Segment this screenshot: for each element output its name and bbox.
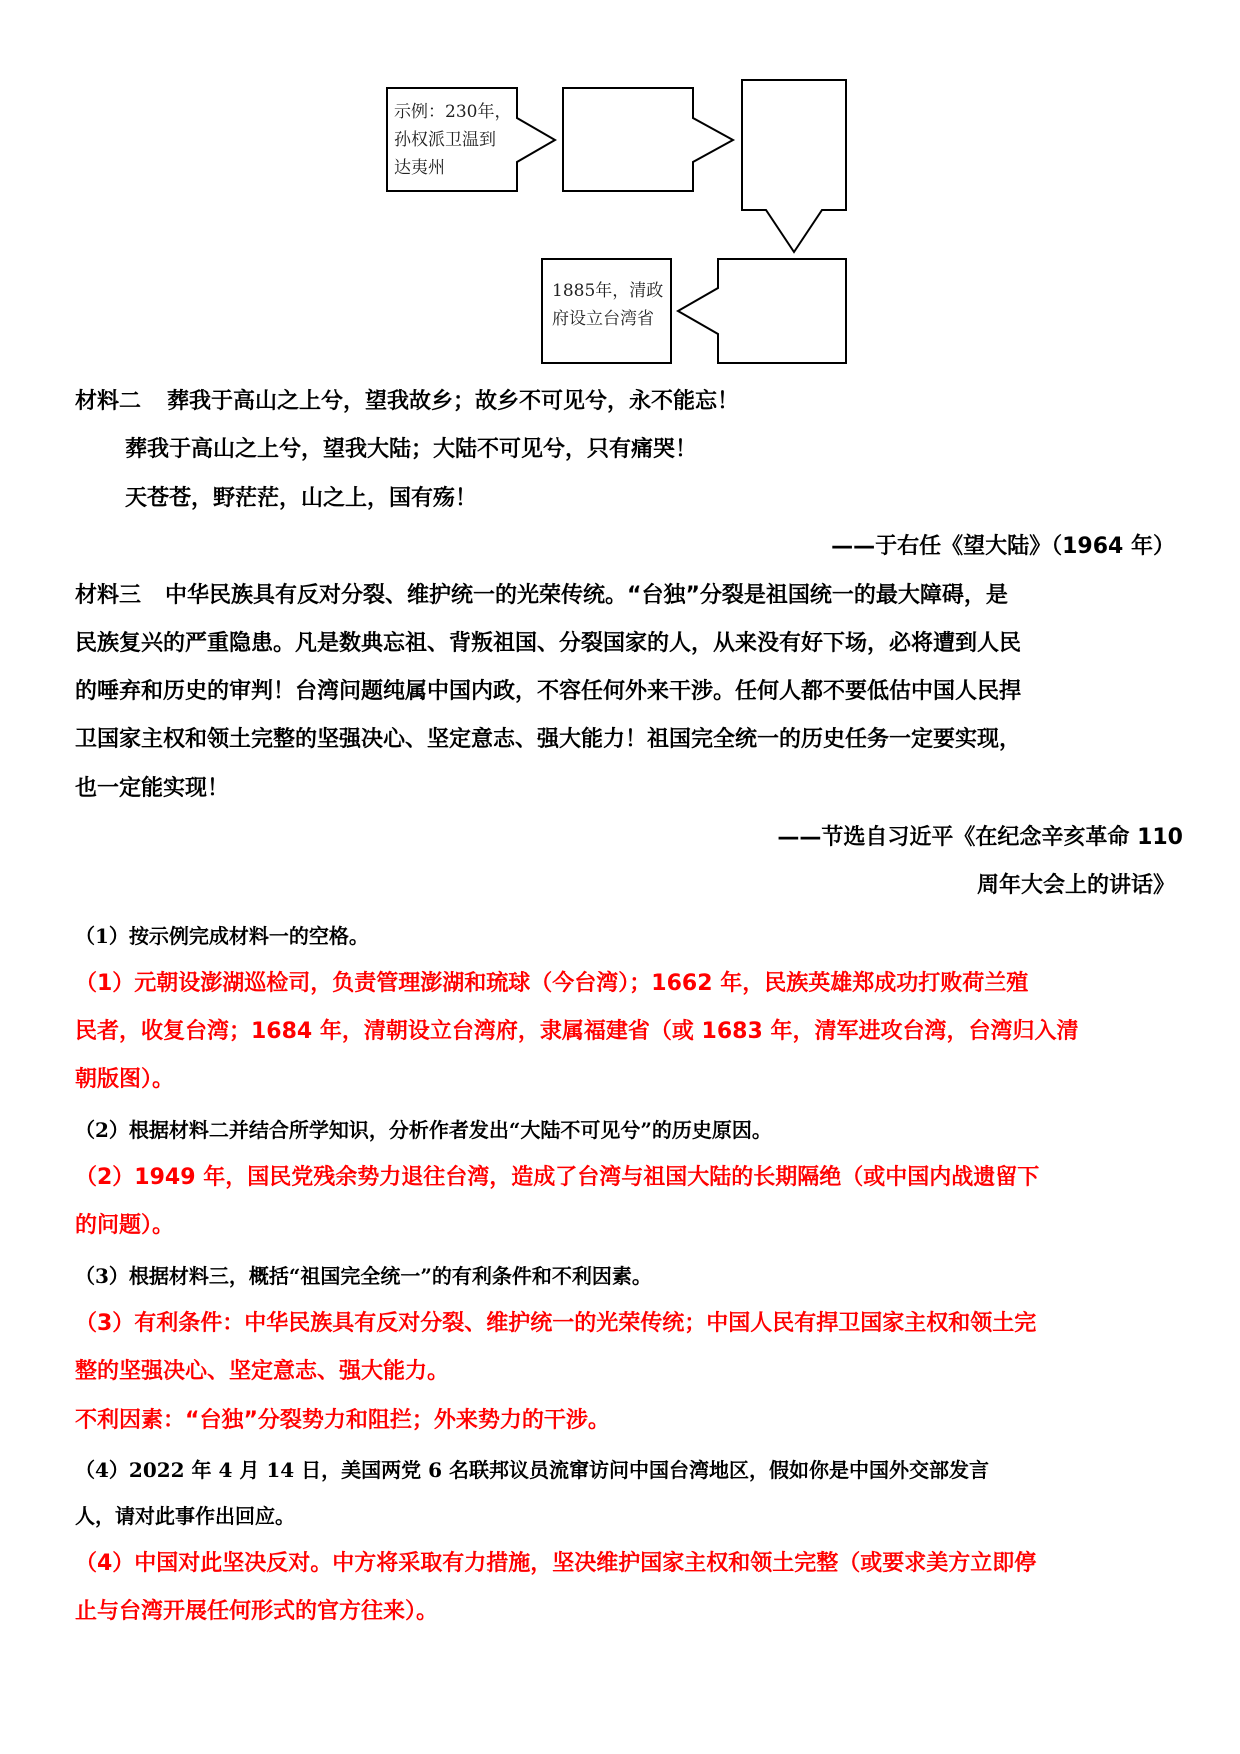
example-box-text: 示例：230年， 孙权派卫温到 达夷州 (394, 102, 512, 178)
material3-line5: 也一定能实现！ (75, 776, 230, 801)
material3-line2: 民族复兴的严重隐患。凡是数典忘祖、背叛祖国、分裂国家的人，从来没有好下场，必将遭到人民 (75, 631, 1022, 656)
question-2: （2）根据材料二并结合所学知识，分析作者发出“大陆不可见兮”的历史原因。 (75, 1118, 772, 1142)
answer-3-line3: 不利因素：“台独”分裂势力和阻拦；外来势力的干涉。 (75, 1408, 610, 1433)
answer-2-line2: 的问题）。 (75, 1213, 175, 1238)
material2-line3: 天苍苍，野茫茫，山之上，国有殇！ (125, 486, 478, 511)
blank-arrow-box-3 (678, 259, 846, 363)
material2-label: 材料二 (75, 389, 142, 414)
material3-source-1: ——节选自习近平《在纪念辛亥革命 110 (777, 825, 1183, 850)
material1-flow-diagram (0, 0, 1240, 380)
answer-1-line3: 朝版图）。 (75, 1067, 175, 1092)
material2-line2: 葬我于高山之上兮，望我大陆；大陆不可见兮，只有痛哭！ (125, 437, 698, 462)
answer-1-line2: 民者，收复台湾；1684 年，清朝设立台湾府，隶属福建省（或 1683 年，清军进攻台湾，台湾归入清 (75, 1019, 1079, 1044)
answer-3-line1: （3）有利条件：中华民族具有反对分裂、维护统一的光荣传统；中国人民有捍卫国家主权和领土完 (75, 1311, 1037, 1336)
material2-source: ——于右任《望大陆》（1964 年） (831, 534, 1175, 559)
answer-1-line1: （1）元朝设澎湖巡检司，负责管理澎湖和琉球（今台湾）；1662 年，民族英雄郑成功打败荷兰殖 (75, 971, 1029, 996)
answer-4-line2: 止与台湾开展任何形式的官方往来）。 (75, 1599, 439, 1624)
answer-2-line1: （2）1949 年，国民党残余势力退往台湾，造成了台湾与祖国大陆的长期隔绝（或中国内战遗留下 (75, 1165, 1040, 1190)
question-1: （1）按示例完成材料一的空格。 (75, 924, 369, 948)
final-box-text: 1885年，清政 府设立台湾省 (552, 281, 664, 329)
blank-arrow-box-2 (742, 80, 846, 252)
answer-4-line1: （4）中国对此坚决反对。中方将采取有力措施，坚决维护国家主权和领土完整（或要求美方立即停 (75, 1551, 1037, 1576)
question-3: （3）根据材料三，概括“祖国完全统一”的有利条件和不利因素。 (75, 1264, 652, 1288)
material3-line3: 的唾弃和历史的审判！台湾问题纯属中国内政，不容任何外来干涉。任何人都不要低估中国人民捍 (75, 679, 1022, 704)
material3-source-2: 周年大会上的讲话》 (976, 873, 1175, 898)
question-4-line2: 人，请对此事作出回应。 (75, 1504, 295, 1528)
material3-line4: 卫国家主权和领土完整的坚强决心、坚定意志、强大能力！祖国完全统一的历史任务一定要实现， (75, 727, 1022, 752)
material2-line1: 材料二 葬我于高山之上兮，望我故乡；故乡不可见兮，永不能忘！ (75, 389, 740, 414)
answer-3-line2: 整的坚强决心、坚定意志、强大能力。 (75, 1359, 450, 1384)
material3-line1: 材料三 中华民族具有反对分裂、维护统一的光荣传统。“台独”分裂是祖国统一的最大障碍，是 (75, 583, 1008, 608)
blank-arrow-box-1 (563, 88, 733, 191)
question-4-line1: （4）2022 年 4 月 14 日，美国两党 6 名联邦议员流窜访问中国台湾地区，假如你是中国外交部发言 (75, 1458, 989, 1482)
material3-label: 材料三 (75, 583, 142, 608)
